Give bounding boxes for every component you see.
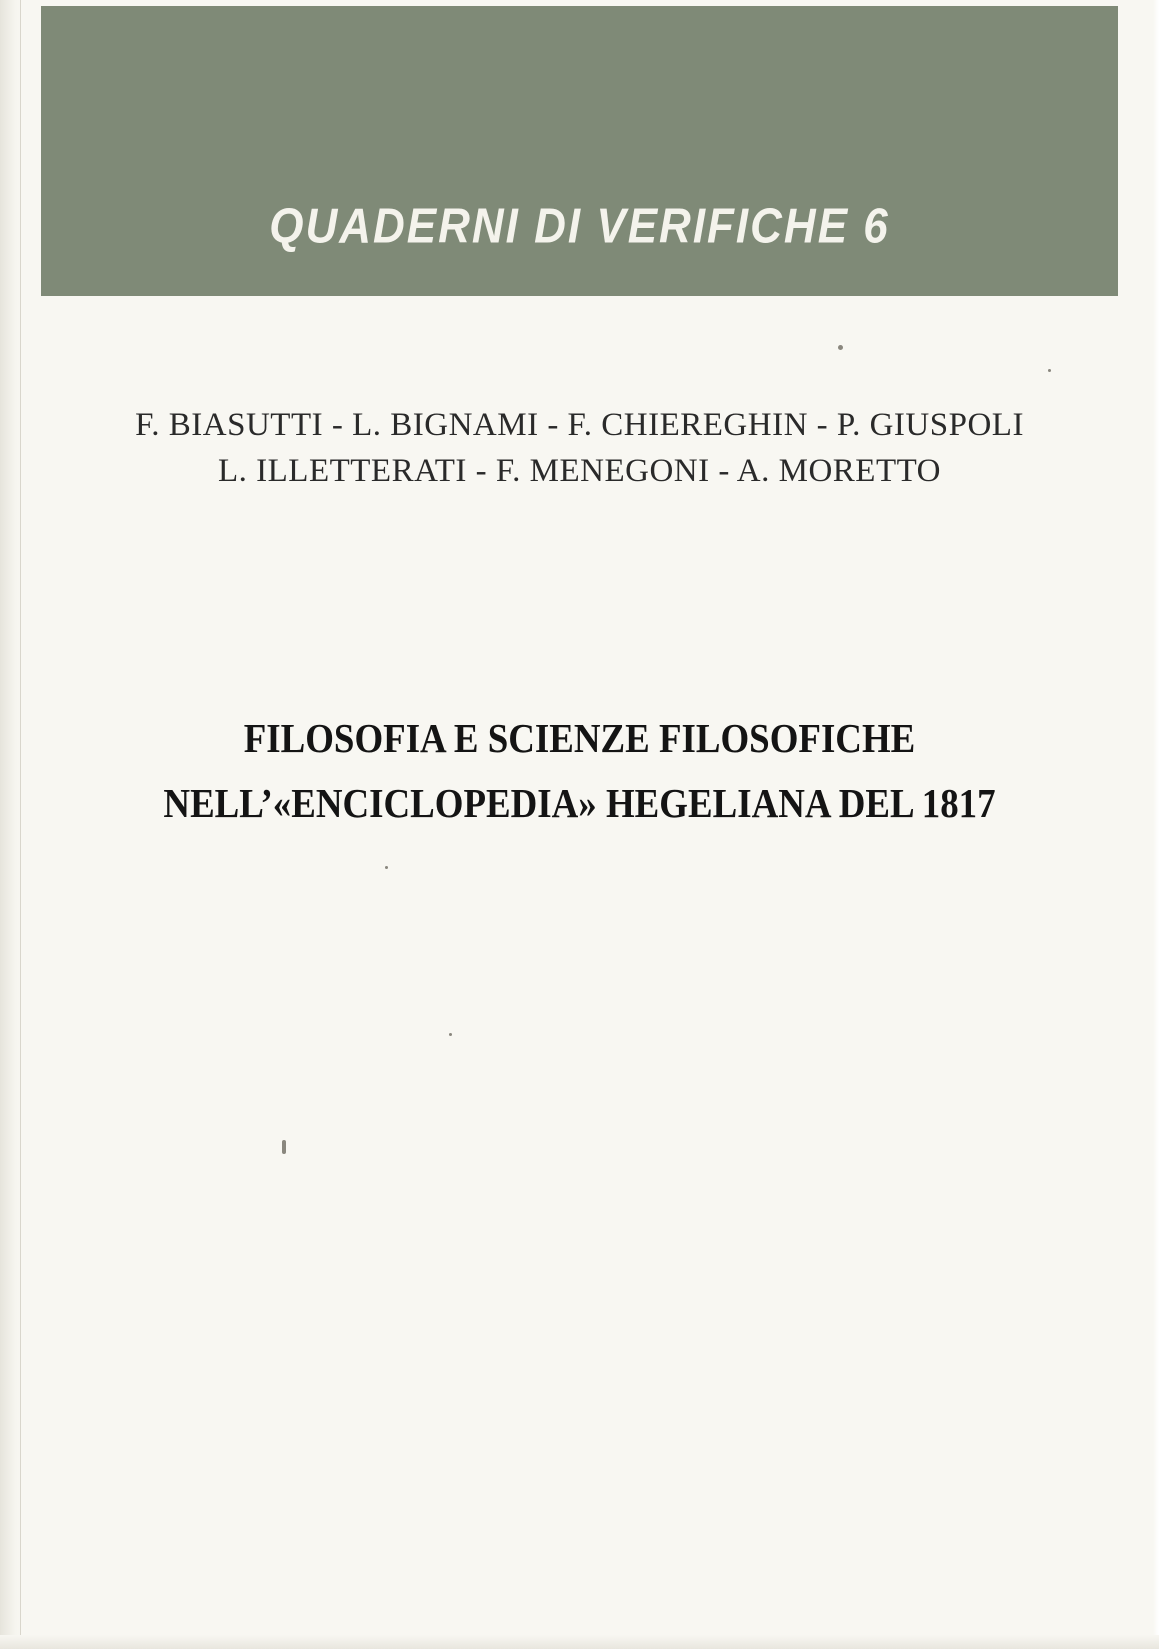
right-page-edge	[1153, 0, 1159, 1649]
series-title: QUADERNI DI VERIFICHE 6	[269, 199, 890, 254]
title-line: FILOSOFIA E SCIENZE FILOSOFICHE	[243, 715, 916, 761]
book-title	[41, 706, 1118, 836]
author-line: L. ILLETTERATI - F. MENEGONI - A. MORETTO	[218, 453, 941, 489]
paper-speck	[449, 1033, 452, 1036]
series-band	[41, 6, 1118, 296]
paper-speck	[385, 866, 388, 869]
author-line: F. BIASUTTI - L. BIGNAMI - F. CHIEREGHIN - P. GIUSPOLI	[135, 407, 1024, 443]
title-line: NELL’«ENCICLOPEDIA» HEGELIANA DEL 1817	[163, 780, 996, 826]
paper-speck	[282, 1140, 286, 1154]
bottom-page-edge	[0, 1635, 1159, 1649]
author-list	[41, 402, 1118, 494]
spine-fold-line	[20, 0, 21, 1649]
paper-speck	[1048, 369, 1051, 372]
spine-shadow	[0, 0, 22, 1649]
paper-speck	[838, 345, 843, 350]
